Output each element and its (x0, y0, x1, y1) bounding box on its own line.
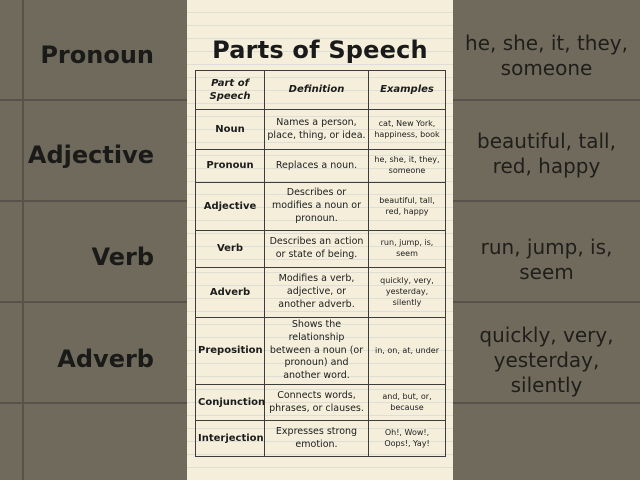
parts-of-speech-table (195, 70, 446, 457)
cell-examples: run, jump, is, seem (369, 231, 446, 268)
cell-examples: and, but, or, because (369, 385, 446, 421)
table-row (196, 385, 446, 421)
right-example-pronoun: he, she, it, they, someone (465, 31, 628, 80)
right-example-adjective: beautiful, tall, red, happy (477, 129, 616, 178)
left-label-verb: Verb (91, 243, 154, 271)
header-examples: Examples (369, 71, 446, 110)
table-header-row (196, 71, 446, 110)
cell-definition: Modifies a verb, adjective, or another adverb. (265, 268, 369, 318)
cell-part: Interjection (196, 421, 265, 457)
cell-examples: beautiful, tall, red, happy (369, 183, 446, 231)
cell-part: Verb (196, 231, 265, 268)
lined-paper (187, 0, 453, 480)
left-label-pronoun: Pronoun (40, 41, 154, 69)
cell-part: Pronoun (196, 150, 265, 183)
left-background-panel (0, 0, 187, 480)
cell-examples: quickly, very, yesterday, silently (369, 268, 446, 318)
cell-examples: Oh!, Wow!, Oops!, Yay! (369, 421, 446, 457)
table-row (196, 318, 446, 385)
table-row (196, 110, 446, 150)
cell-definition: Connects words, phrases, or clauses. (265, 385, 369, 421)
cell-part: Preposition (196, 318, 265, 385)
table-row (196, 421, 446, 457)
table-row (196, 183, 446, 231)
cell-definition: Expresses strong emotion. (265, 421, 369, 457)
table-row (196, 150, 446, 183)
page-title: Parts of Speech (212, 36, 428, 64)
cell-part: Adverb (196, 268, 265, 318)
right-example-verb: run, jump, is, seem (480, 235, 613, 284)
cell-examples: cat, New York, happiness, book (369, 110, 446, 150)
cell-definition: Replaces a noun. (265, 150, 369, 183)
cell-examples: he, she, it, they, someone (369, 150, 446, 183)
header-definition: Definition (265, 71, 369, 110)
cell-definition: Names a person, place, thing, or idea. (265, 110, 369, 150)
right-example-adverb: quickly, very, yesterday, silently (479, 322, 614, 397)
cell-part: Adjective (196, 183, 265, 231)
cell-definition: Describes or modifies a noun or pronoun. (265, 183, 369, 231)
cell-definition: Shows the relationship between a noun (or pronoun) and another word. (265, 318, 369, 385)
cell-examples: in, on, at, under (369, 318, 446, 385)
left-label-adjective: Adjective (27, 141, 154, 169)
cell-part: Conjunction (196, 385, 265, 421)
table-row (196, 268, 446, 318)
left-label-adverb: Adverb (57, 345, 154, 373)
right-background-panel (453, 0, 640, 480)
cell-definition: Describes an action or state of being. (265, 231, 369, 268)
table-row (196, 231, 446, 268)
cell-part: Noun (196, 110, 265, 150)
header-part-of-speech: Part of Speech (196, 71, 265, 110)
